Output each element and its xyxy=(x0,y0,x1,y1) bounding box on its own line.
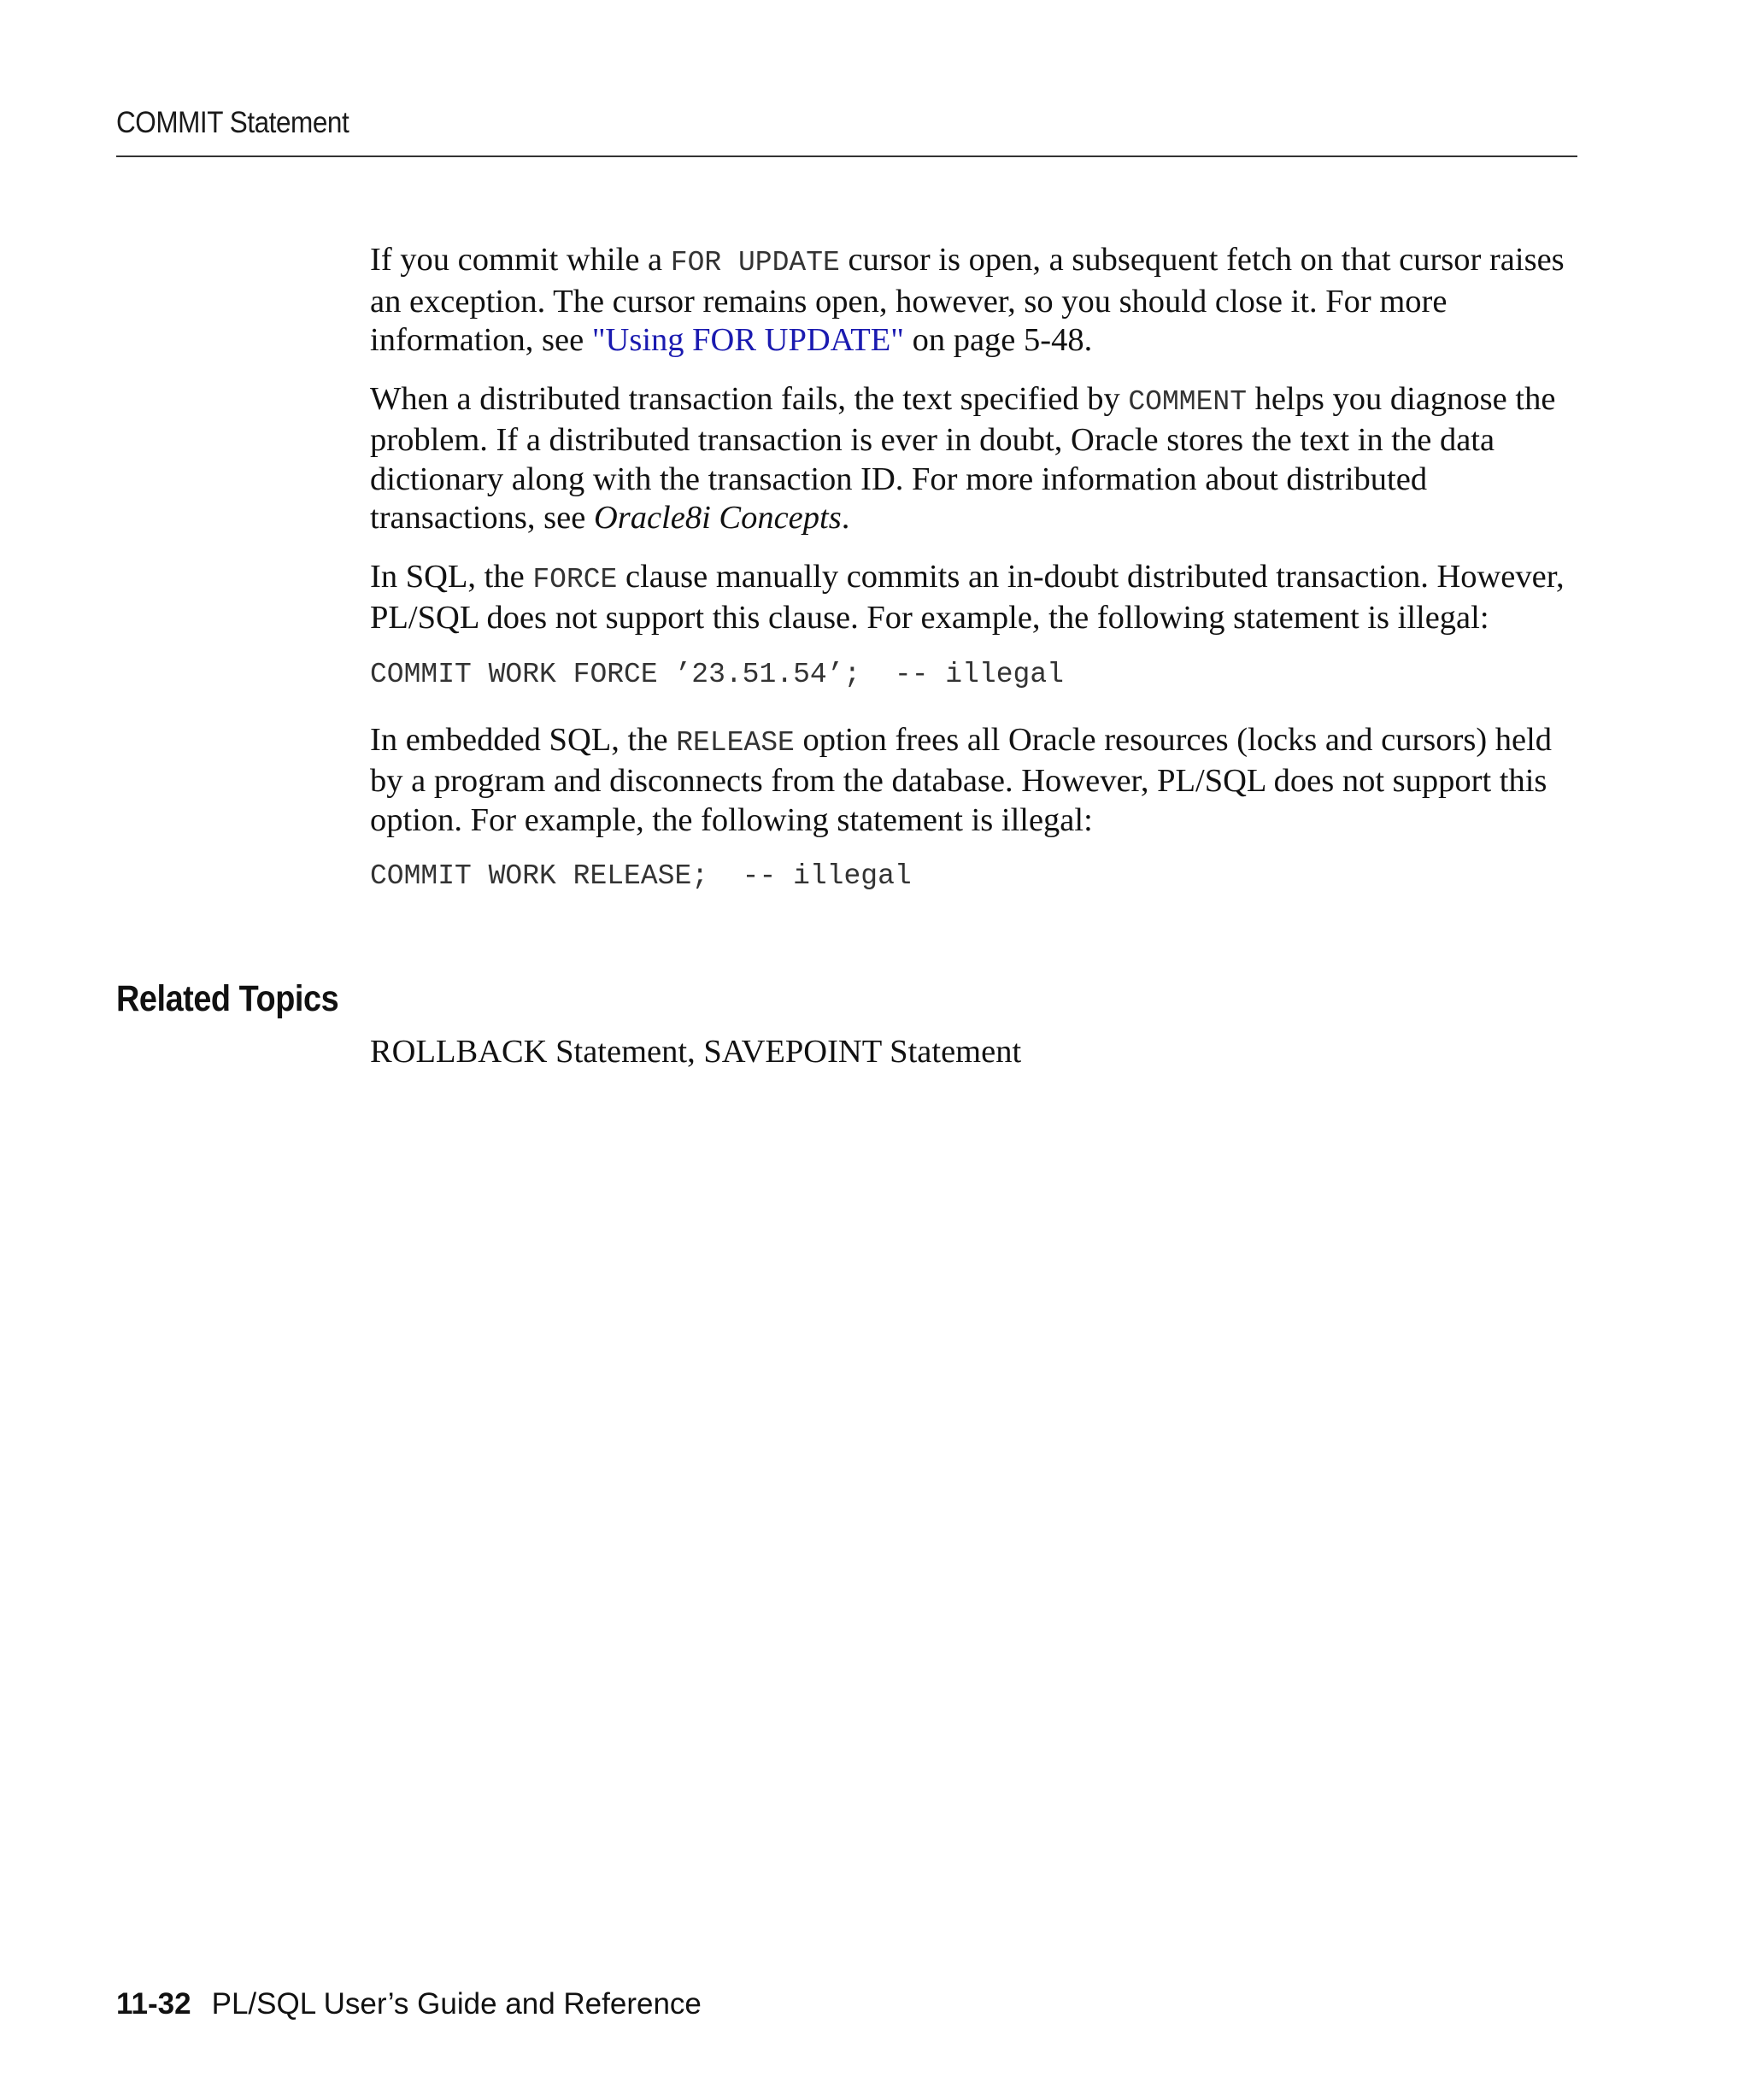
p2-text-1: When a distributed transaction fails, the text specified by xyxy=(370,380,1129,417)
code-comment: COMMENT xyxy=(1128,385,1247,418)
related-topics-heading: Related Topics xyxy=(116,978,339,1019)
code-example-release: COMMIT WORK RELEASE; -- illegal xyxy=(370,860,912,892)
p4-text-1: In embedded SQL, the xyxy=(370,721,677,758)
related-topics-text: ROLLBACK Statement, SAVEPOINT Statement xyxy=(370,1034,1022,1070)
code-example-force: COMMIT WORK FORCE ’23.51.54’; -- illegal xyxy=(370,658,1064,690)
footer-book-title: PL/SQL User’s Guide and Reference xyxy=(211,1987,702,2021)
code-force: FORCE xyxy=(532,563,618,595)
page-footer xyxy=(116,1987,702,2021)
paragraph-comment xyxy=(370,380,1583,538)
p2-text-2: helps you diagnose the problem. If a distributed transaction is ever in doubt, Oracle stores the text in the data dictionary along with the transaction ID. For more information about distributed transactions, see xyxy=(370,380,1556,536)
p4-text-2: option frees all Oracle resources (locks and cursors) held by a program and disconnects from the database. However, PL/SQL does not support this option. For example, the following statement is illegal: xyxy=(370,721,1553,838)
p2-text-3: . xyxy=(841,500,850,536)
header-rule xyxy=(116,155,1577,157)
p3-text-2: clause manually commits an in-doubt distributed transaction. However, PL/SQL does not support this clause. For example, the following statement is illegal: xyxy=(370,558,1565,636)
paragraph-for-update xyxy=(370,241,1583,361)
running-header-title: COMMIT Statement xyxy=(116,106,349,139)
link-using-for-update[interactable]: "Using FOR UPDATE" xyxy=(591,322,904,358)
code-for-update: FOR UPDATE xyxy=(670,247,840,279)
paragraph-force xyxy=(370,558,1583,638)
code-release: RELEASE xyxy=(676,726,795,759)
p1-text-2: cursor is open, a subsequent fetch on that cursor raises an exception. The cursor remains open, however, so you should close it. For more information, see xyxy=(370,242,1565,358)
page-number: 11-32 xyxy=(116,1987,191,2021)
p1-text-3: on page 5-48. xyxy=(903,322,1093,358)
paragraph-release xyxy=(370,721,1583,841)
p1-text-1: If you commit while a xyxy=(370,242,671,278)
p3-text-1: In SQL, the xyxy=(370,558,533,595)
book-title-concepts: Oracle8i Concepts xyxy=(593,500,842,536)
body-text-column xyxy=(370,241,1583,923)
